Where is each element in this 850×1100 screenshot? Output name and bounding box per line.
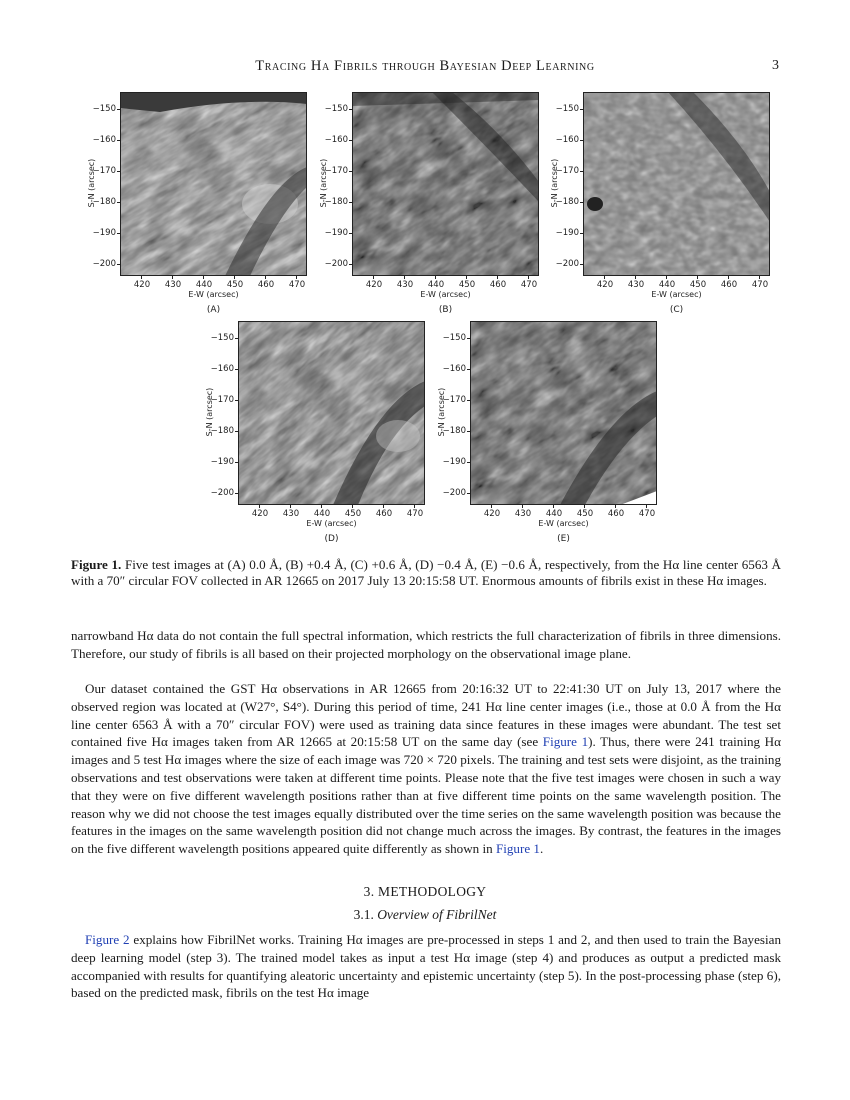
caption-label: Figure 1. <box>71 557 122 572</box>
y-tick: −190 <box>70 228 116 238</box>
x-tick: 420 <box>479 509 505 519</box>
x-tick: 470 <box>634 509 660 519</box>
x-tick: 450 <box>572 509 598 519</box>
subsection-heading <box>0 907 850 923</box>
y-tick: −150 <box>302 104 348 114</box>
y-tick: −170 <box>70 166 116 176</box>
y-axis-label: S-N (arcsec) <box>550 158 559 208</box>
y-tick: −200 <box>188 488 234 498</box>
figure-2-link[interactable]: Figure 2 <box>85 932 130 947</box>
image-frame <box>120 92 307 276</box>
x-tick: 430 <box>278 509 304 519</box>
section-heading: 3. METHODOLOGY <box>363 884 487 899</box>
subsection-number: 3.1. <box>353 907 374 922</box>
x-tick: 440 <box>423 280 449 290</box>
y-axis-label: S-N (arcsec) <box>87 158 96 208</box>
x-axis-label: E-W (arcsec) <box>538 519 589 528</box>
x-tick: 420 <box>247 509 273 519</box>
figure-panel-d <box>188 319 424 547</box>
panel-tag: (D) <box>324 534 339 544</box>
y-tick: −180 <box>420 426 466 436</box>
x-tick: 450 <box>222 280 248 290</box>
x-axis-label: E-W (arcsec) <box>420 290 471 299</box>
x-tick: 440 <box>654 280 680 290</box>
x-tick: 440 <box>309 509 335 519</box>
y-tick: −200 <box>533 259 579 269</box>
y-tick: −160 <box>188 364 234 374</box>
x-tick: 430 <box>510 509 536 519</box>
figure-1-link[interactable]: Figure 1 <box>542 734 589 750</box>
y-tick: −190 <box>302 228 348 238</box>
paragraph-3-text: explains how FibrilNet works. Training Hα images are pre-processed in steps 1 and 2, and then used to train the Bayesian deep learning model (step 3). The trained model takes as input a test Hα image (step 4) and produces as output a predicted mask accompanied with results for quantifying aleatoric uncertainty and epistemic uncertainty (step 5). In the post-processing phase (step 6), based on the predicted mask, fibrils on the test Hα image <box>71 932 781 1001</box>
image-frame <box>583 92 770 276</box>
y-tick: −150 <box>420 333 466 343</box>
x-tick: 450 <box>454 280 480 290</box>
x-tick: 420 <box>129 280 155 290</box>
y-tick: −150 <box>533 104 579 114</box>
image-frame <box>352 92 539 276</box>
image-frame <box>238 321 425 505</box>
paragraph-2 <box>71 680 781 858</box>
figure-panel-c <box>533 90 769 318</box>
y-tick: −160 <box>420 364 466 374</box>
paragraph-3 <box>71 931 781 1002</box>
figure-caption <box>71 557 781 589</box>
x-tick: 440 <box>541 509 567 519</box>
panel-tag: (B) <box>438 305 453 315</box>
y-tick: −200 <box>70 259 116 269</box>
x-axis-label: E-W (arcsec) <box>188 290 239 299</box>
x-tick: 430 <box>623 280 649 290</box>
x-tick: 460 <box>371 509 397 519</box>
paragraph-2-part-a: Our dataset contained the GST Hα observations in AR 12665 from 20:16:32 UT to 22:41:30 UT on July 13, 2017 where the observed region was located at (W27°, S4°). During this period of time, 241 Hα line center images (i.e., those at 0.0 Å from the Hα line center 6563 Å with a 70″ circular FOV) were used as training data since features in these images were abundant. The test set contained five Hα images taken from AR 12665 at 20:15:58 UT on the same day (see <box>71 681 781 750</box>
x-tick: 460 <box>485 280 511 290</box>
y-tick: −190 <box>533 228 579 238</box>
y-axis-label: S-N (arcsec) <box>205 387 214 437</box>
y-tick: −150 <box>70 104 116 114</box>
x-axis-label: E-W (arcsec) <box>651 290 702 299</box>
y-tick: −190 <box>420 457 466 467</box>
paragraph-1: narrowband Hα data do not contain the full spectral information, which restricts the full characterization of fibrils in three dimensions. Therefore, our study of fibrils is all based on their projected morphology on the observational image plane. <box>71 628 781 661</box>
x-tick: 470 <box>402 509 428 519</box>
x-tick: 420 <box>592 280 618 290</box>
y-axis-label: S-N (arcsec) <box>319 158 328 208</box>
running-head <box>0 58 850 78</box>
x-tick: 470 <box>284 280 310 290</box>
image-frame <box>470 321 657 505</box>
y-tick: −170 <box>420 395 466 405</box>
y-tick: −200 <box>420 488 466 498</box>
x-tick: 430 <box>392 280 418 290</box>
y-tick: −160 <box>302 135 348 145</box>
y-tick: −180 <box>188 426 234 436</box>
y-tick: −150 <box>188 333 234 343</box>
x-tick: 450 <box>340 509 366 519</box>
figure-panel-a <box>70 90 306 318</box>
y-tick: −180 <box>302 197 348 207</box>
x-tick: 470 <box>516 280 542 290</box>
page-number: 3 <box>772 58 779 73</box>
panel-tag: (A) <box>206 305 221 315</box>
y-tick: −160 <box>70 135 116 145</box>
y-tick: −190 <box>188 457 234 467</box>
x-tick: 430 <box>160 280 186 290</box>
x-tick: 470 <box>747 280 773 290</box>
panel-tag: (C) <box>669 305 684 315</box>
panel-tag: (E) <box>557 534 570 544</box>
figure-panel-e <box>420 319 656 547</box>
paragraph-2-part-c: . <box>539 841 544 857</box>
running-title: Tracing Hα Fibrils through Bayesian Deep Learning <box>255 58 595 74</box>
caption-text: Five test images at (A) 0.0 Å, (B) +0.4 Å, (C) +0.6 Å, (D) −0.4 Å, (E) −0.6 Å, respectively, from the Hα line center 6563 Å with a 70″ circular FOV collected in AR 12665 on 2017 July 13 20:15:58 UT. Enormous amounts of fibrils exist in these Hα images. <box>71 557 782 588</box>
x-tick: 460 <box>253 280 279 290</box>
x-tick: 450 <box>685 280 711 290</box>
y-tick: −180 <box>70 197 116 207</box>
x-axis-label: E-W (arcsec) <box>306 519 357 528</box>
y-tick: −170 <box>302 166 348 176</box>
y-tick: −170 <box>533 166 579 176</box>
x-tick: 440 <box>191 280 217 290</box>
figure-panel-b <box>302 90 538 318</box>
x-tick: 460 <box>603 509 629 519</box>
x-tick: 460 <box>716 280 742 290</box>
x-tick: 420 <box>361 280 387 290</box>
y-tick: −180 <box>533 197 579 207</box>
y-tick: −160 <box>533 135 579 145</box>
y-tick: −170 <box>188 395 234 405</box>
figure-1-link[interactable]: Figure 1 <box>495 841 540 857</box>
y-axis-label: S-N (arcsec) <box>437 387 446 437</box>
subsection-title: Overview of FibrilNet <box>377 907 497 922</box>
y-tick: −200 <box>302 259 348 269</box>
paragraph-2-part-b: ). Thus, there were 241 training Hα images and 5 test Hα images where the size of each image was 720 × 720 pixels. The training and test sets were disjoint, as the training observations and test observations were taken at different time points. Please note that the five test images were chosen in such a way that they were on five different wavelength positions rather than at five different time points on the same wavelength position. The reason why we did not choose the test images equally distributed over the time series on the same wavelength position was because the features in the images on the same wavelength position did not change much across the images. By contrast, the features in the images on the five different wavelength positions appeared quite differently as shown in <box>71 734 782 857</box>
